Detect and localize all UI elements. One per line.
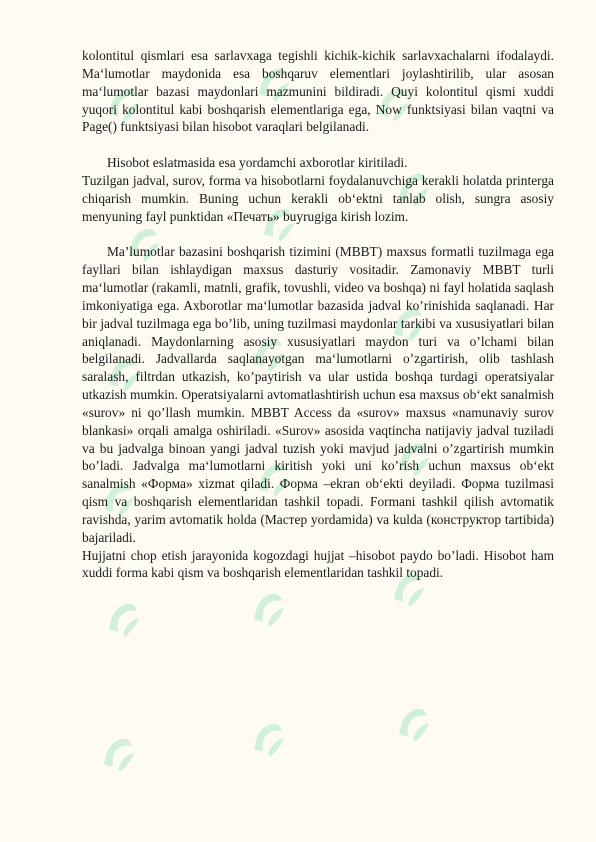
watermark-mark [100, 595, 146, 641]
paragraph-hujjat: Hujjatni chop etish jarayonida kogozdagi hujjat –hisobot paydo bo’ladi. Hisobot ham xuddi forma kabi qism va boshqarish elementlaridan tashkil topadi. [82, 547, 554, 581]
paragraph-hisobot-eslatma: Hisobot eslatmasida esa yordamchi axborotlar kiritiladi. [107, 155, 408, 171]
watermark-mark [95, 730, 141, 776]
document-body [82, 47, 554, 582]
paragraph-spacer [82, 225, 554, 243]
watermark-mark [245, 585, 291, 631]
paragraph-mbbt: Ma’lumotlar bazasini boshqarish tizimini (MBBT) maxsus formatli tuzilmaga ega fayllari bilan ishlaydigan maxsus dasturiy vositadir. Zamonaviy MBBT turli ma‘lumotlar (rakamli, matnli, grafik, tovushli, video va boshqa) ni fayl holatida saqlash imkoniyatiga ega. Axborotlar ma‘lumotlar bazasida jadval ko’rinishida saqlanadi. Har bir jadval tuzilmaga ega bo’lib, uning tuzilmasi maydonlar tarkibi va xususiyatlari bilan aniqlanadi. Maydonlarning asosiy xususiyatlari maydon turi va o’lchami bilan belgilanadi. Jadvallarda saqlanayotgan ma‘lumotlarni o’zgartirish, olib tashlash saralash, filtrdan utkazish, ko’paytirish va ular ustida boshqa turdagi operatsiyalar utkazish mumkin. Operatsiyalarni avtomatlashtirish uchun esa maxsus ob‘ekt sanalmish «surov» ni qo’llash mumkin. MBBT Access da «surov» maxsus «namunaviy surov blankasi» orqali amalga oshiriladi. «Surov» asosida vaqtincha natijaviy jadval tuziladi va bu jadvalga binoan yangi jadval tuzish yoki mavjud jadvalni o’zgartirish mumkin bo’ladi. Jadvalga ma‘lumotlarni kiritish yoki uni ko’rish uchun maxsus ob‘ekt sanalmish «Форма» xizmat qiladi. Форма –ekran ob‘ekti deyiladi. Форма tuzilmasi qism va boshqarish elementlaridan tashkil topadi. Formani tashkil qilish avtomatik ravishda, yarim avtomatik holda (Мастер yordamida) va kulda (конструктор tartibida) bajariladi. [82, 244, 554, 545]
paragraph-printer: Tuzilgan jadval, surov, forma va hisobotlarni foydalanuvchiga kerakli holatda printerga chiqarish mumkin. Buning uchun kerakli ob‘ektni tanlab olish, sungra asosiy menyuning fayl punktidan «Печать» buyrugiga kirish lozim. [82, 172, 554, 224]
watermark-mark [245, 715, 291, 761]
watermark-mark [390, 700, 436, 746]
paragraph-spacer [82, 136, 554, 154]
paragraph-kolontitul: kolontitul qismlari esa sarlavxaga tegishli kichik-kichik sarlavxachalarni ifodalaydi. Ma‘lumotlar maydonida esa boshqaruv elementlari joylashtirilib, ular asosan ma‘lumotlar bazasi maydonlari mazmunini bildiradi. Quyi kolontitul qismi xuddi yuqori kolontitul kabi boshqarish elementlariga ega, Now funktsiyasi bilan vaqtni va Page() funktsiyasi bilan hisobot varaqlari belgilanadi. [82, 48, 554, 135]
